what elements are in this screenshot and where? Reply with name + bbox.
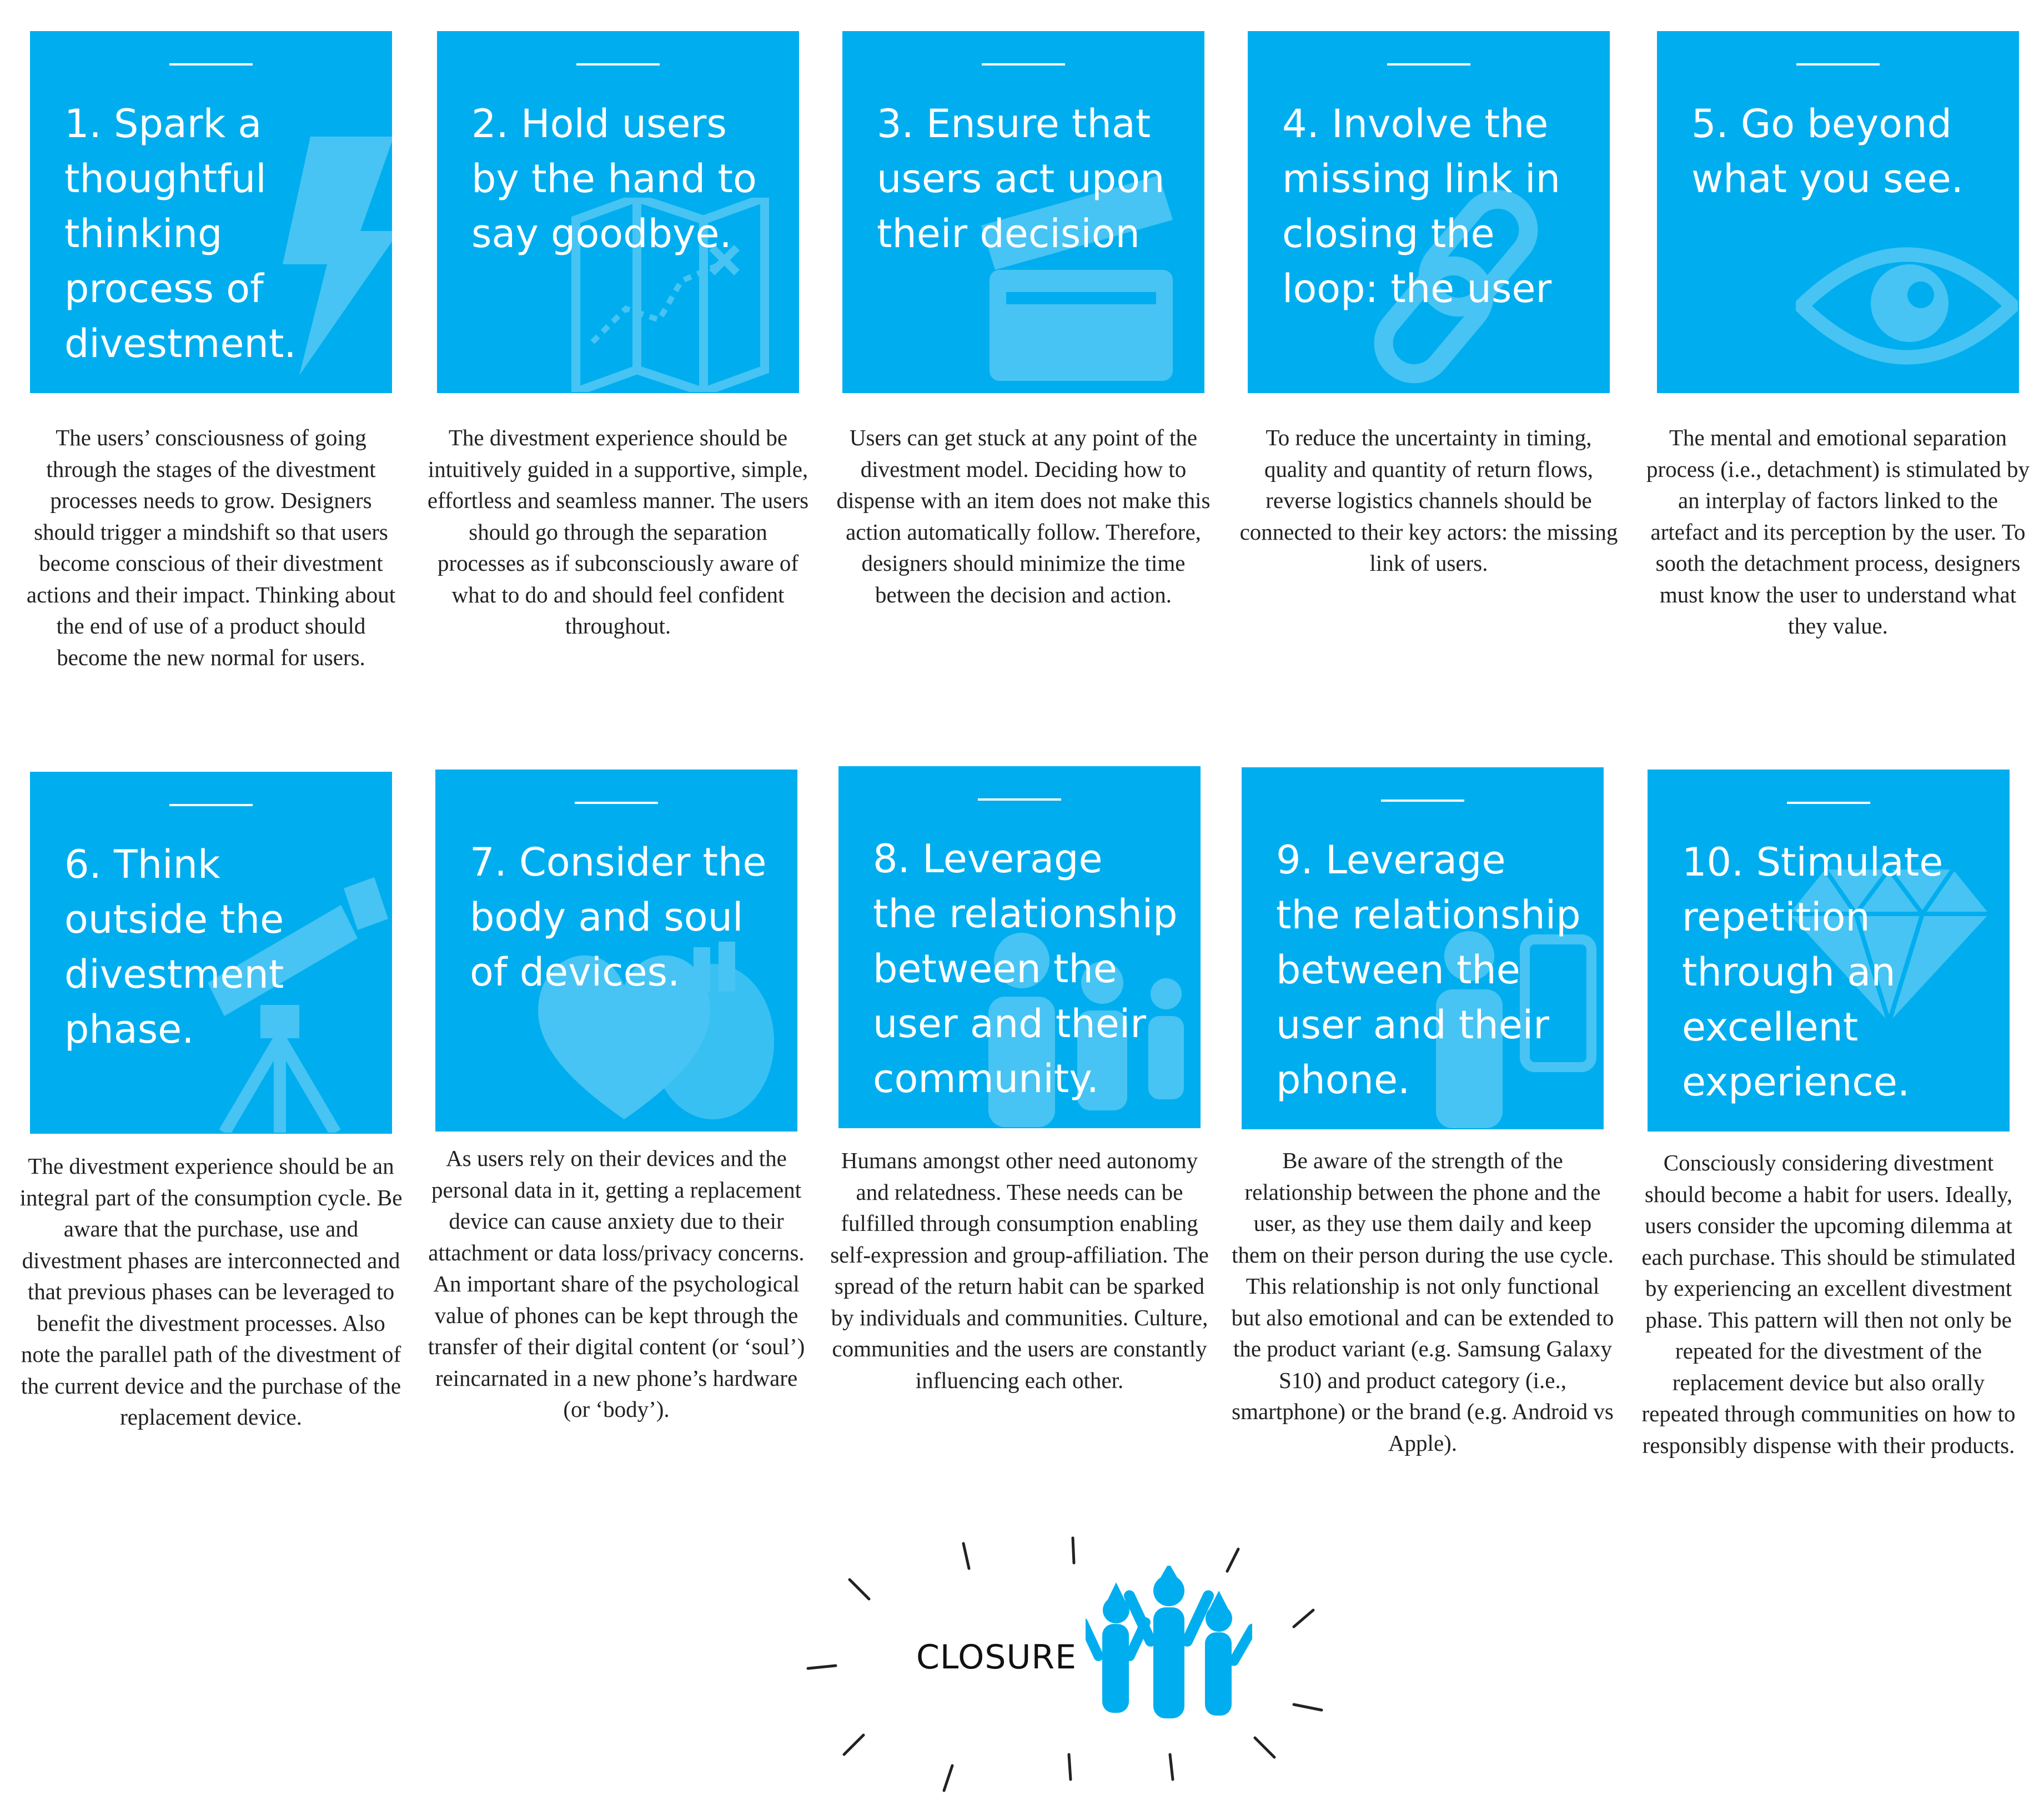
principle-card-4: [1248, 31, 1610, 393]
card-rule: [978, 798, 1061, 801]
principle-card-6: [30, 772, 392, 1134]
card-title: 6. Think outside the divestment phase.: [64, 842, 284, 1052]
principle-card-9: [1242, 767, 1604, 1129]
principle-card-10: [1648, 770, 2010, 1132]
card-rule: [169, 804, 253, 806]
card-description: Consciously considering divestment should become a habit for users. Ideally, users consider the upcoming dilemma at each purchase. This should be stimulated by experiencing an excellent divestment phase. This pattern will then not only be repeated for the divestment of the replacement device but also orally repeated through communities on how to responsibly dispense with their products.: [1641, 1150, 2016, 1458]
card-title: 5. Go beyond what you see.: [1691, 101, 1963, 202]
card-description: The mental and emotional separation process (i.e., detachment) is stimulated by an interplay of factors linked to the artefact and its perception by the user. To sooth the detachment process, designers must know the user to understand what they value.: [1646, 425, 2030, 638]
card-description: Be aware of the strength of the relationship between the phone and the user, as they use them daily and keep them on their person during the use cycle. This relationship is not only functional but also emotional and can be extended to the product variant (e.g. Samsung Galaxy S10) and product category (i.e., smartphone) or the brand (e.g. Android vs Apple).: [1231, 1148, 1614, 1456]
card-description: The users’ consciousness of going through the stages of the divestment processes needs to grow. Designers should trigger a mindshift so that users become conscious of their divestment actions and their impact. Thinking about the end of use of a product should become the new normal for users.: [26, 425, 396, 670]
card-description: Users can get stuck at any point of the divestment model. Deciding how to dispense with an item does not make this action automatically follow. Therefore, designers should minimize the time between the decision and action.: [836, 425, 1211, 607]
card-title: 8. Leverage the relationship between the user and their community.: [873, 836, 1178, 1102]
card-title: 4. Involve the missing link in closing the loop: the user: [1282, 101, 1560, 311]
card-rule: [169, 63, 253, 66]
eye-icon: [1796, 242, 2018, 370]
principle-card-2: [437, 31, 799, 393]
card-rule: [1787, 802, 1870, 804]
principle-card-1: [30, 31, 392, 393]
card-rule: [1796, 63, 1880, 66]
card-title: 10. Stimulate repetition through an excellent experience.: [1682, 839, 1943, 1105]
card-description: As users rely on their devices and the personal data in it, getting a replacement device can cause anxiety due to their attachment or data loss/privacy concerns. An important share of the psychological value of phones can be kept through the transfer of their digital content (or ‘soul’) reincarnated in a new phone’s hardware (or ‘body’).: [428, 1145, 805, 1422]
card-rule: [576, 63, 660, 66]
principle-card-5: [1657, 31, 2019, 393]
principle-card-8: [838, 766, 1201, 1128]
card-title: 2. Hold users by the hand to say goodbye.: [471, 101, 757, 257]
card-title: 3. Ensure that users act upon their decision: [877, 101, 1165, 257]
principle-card-7: [435, 770, 797, 1132]
celebrating-people-icon: [1086, 1566, 1252, 1721]
card-rule: [1381, 800, 1464, 802]
card-description: The divestment experience should be an integral part of the consumption cycle. Be aware that the purchase, use and divestment phases are interconnected and that previous phases can be leveraged to benefit the divestment processes. Also note the parallel path of the divestment of the current device and the purchase of the replacement device.: [19, 1153, 403, 1430]
card-rule: [575, 802, 658, 804]
principle-card-3: [842, 31, 1204, 393]
card-rule: [1387, 63, 1470, 66]
card-description: Humans amongst other need autonomy and relatedness. These needs can be fulfilled through consumption enabling self-expression and group-affiliation. The spread of the return habit can be sparked by individuals and communities. Culture, communities and the users are constantly influencing each other.: [830, 1148, 1209, 1393]
card-title: 9. Leverage the relationship between the user and their phone.: [1276, 837, 1581, 1103]
card-title: 1. Spark a thoughtful thinking process of divestment.: [64, 101, 297, 366]
card-rule: [982, 63, 1065, 66]
card-title: 7. Consider the body and soul of devices.: [470, 839, 767, 995]
card-description: To reduce the uncertainty in timing, quality and quantity of return flows, reverse logistics channels should be connected to their key actors: the missing link of users.: [1239, 425, 1618, 576]
closure-label: CLOSURE: [916, 1638, 1077, 1677]
card-description: The divestment experience should be intuitively guided in a supportive, simple, effortless and seamless manner. The users should go through the separation processes as if subconsciously aware of what to do and should feel confident throughout.: [427, 425, 809, 638]
